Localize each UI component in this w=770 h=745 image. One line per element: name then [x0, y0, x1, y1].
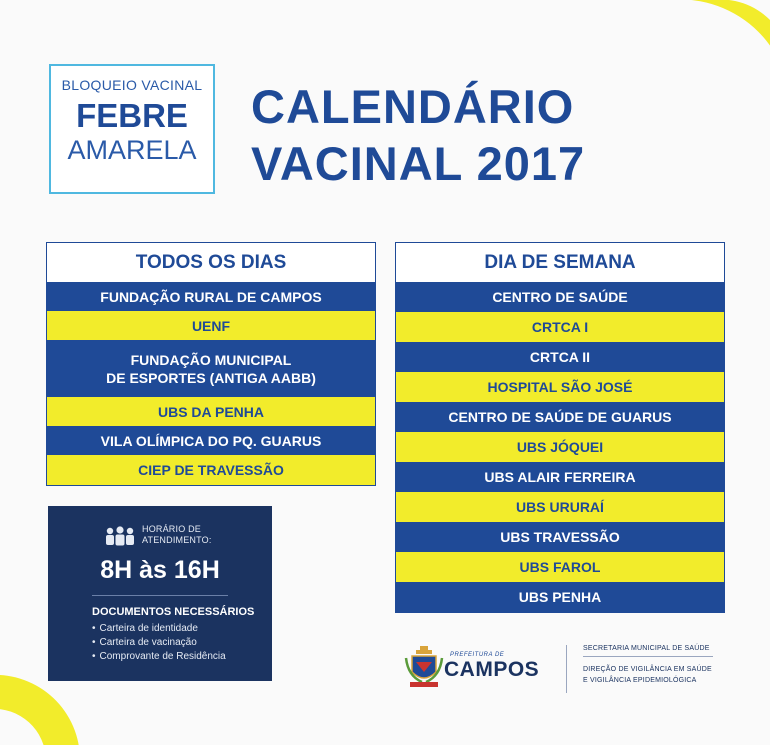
secretaria-label: SECRETARIA MUNICIPAL DE SAÚDE [583, 645, 710, 652]
table-row: UBS ALAIR FERREIRA [396, 462, 724, 492]
hours-label: HORÁRIO DE ATENDIMENTO: [142, 524, 212, 545]
page-title-line2: VACINAL 2017 [251, 137, 586, 190]
campaign-badge [49, 64, 215, 194]
table-row: UBS PENHA [396, 582, 724, 612]
table-row: CENTRO DE SAÚDE [396, 282, 724, 312]
footer-divider [583, 656, 713, 657]
table-dia-de-semana [395, 242, 725, 613]
campos-logo-text: CAMPOS [444, 658, 540, 681]
table-row: UENF [47, 311, 375, 340]
list-item: • Carteira de identidade [92, 622, 226, 636]
divider [92, 595, 228, 596]
badge-title-line1: FEBRE [76, 97, 188, 134]
direcao-label: DIREÇÃO DE VIGILÂNCIA EM SAÚDE E VIGILÂNCIA EPIDEMIOLÓGICA [583, 666, 712, 684]
list-item: • Comprovante de Residência [92, 650, 226, 664]
table-header: DIA DE SEMANA [396, 243, 724, 282]
table-header: TODOS OS DIAS [47, 243, 375, 282]
documents-title: DOCUMENTOS NECESSÁRIOS [92, 606, 255, 618]
prefeitura-label: PREFEITURA DE [450, 652, 505, 658]
hours-value: 8H às 16H [100, 556, 220, 584]
table-row: FUNDAÇÃO MUNICIPAL DE ESPORTES (ANTIGA AABB) [47, 340, 375, 397]
table-row: HOSPITAL SÃO JOSÉ [396, 372, 724, 402]
table-row: CRTCA I [396, 312, 724, 342]
table-row: VILA OLÍMPICA DO PQ. GUARUS [47, 426, 375, 455]
table-row: UBS DA PENHA [47, 397, 375, 426]
badge-title-line2: AMARELA [67, 135, 197, 165]
page-title [251, 78, 585, 192]
info-box [48, 506, 272, 681]
table-row: UBS URURAÍ [396, 492, 724, 522]
yellow-arc-decoration-bottom [0, 675, 80, 745]
documents-list [92, 622, 226, 664]
table-row: UBS TRAVESSÃO [396, 522, 724, 552]
list-item: • Carteira de vacinação [92, 636, 226, 650]
table-row: FUNDAÇÃO RURAL DE CAMPOS [47, 282, 375, 311]
table-row: CENTRO DE SAÚDE DE GUARUS [396, 402, 724, 432]
table-row: CRTCA II [396, 342, 724, 372]
table-todos-os-dias [46, 242, 376, 486]
table-row: UBS JÓQUEI [396, 432, 724, 462]
coat-of-arms-icon [404, 644, 444, 690]
footer-separator [566, 645, 567, 693]
yellow-arc-decoration-top [640, 0, 770, 140]
table-row: UBS FAROL [396, 552, 724, 582]
page-title-line1: CALENDÁRIO [251, 80, 575, 133]
table-row: CIEP DE TRAVESSÃO [47, 455, 375, 485]
badge-subtitle: BLOQUEIO VACINAL [61, 77, 203, 93]
people-icon [104, 526, 136, 546]
